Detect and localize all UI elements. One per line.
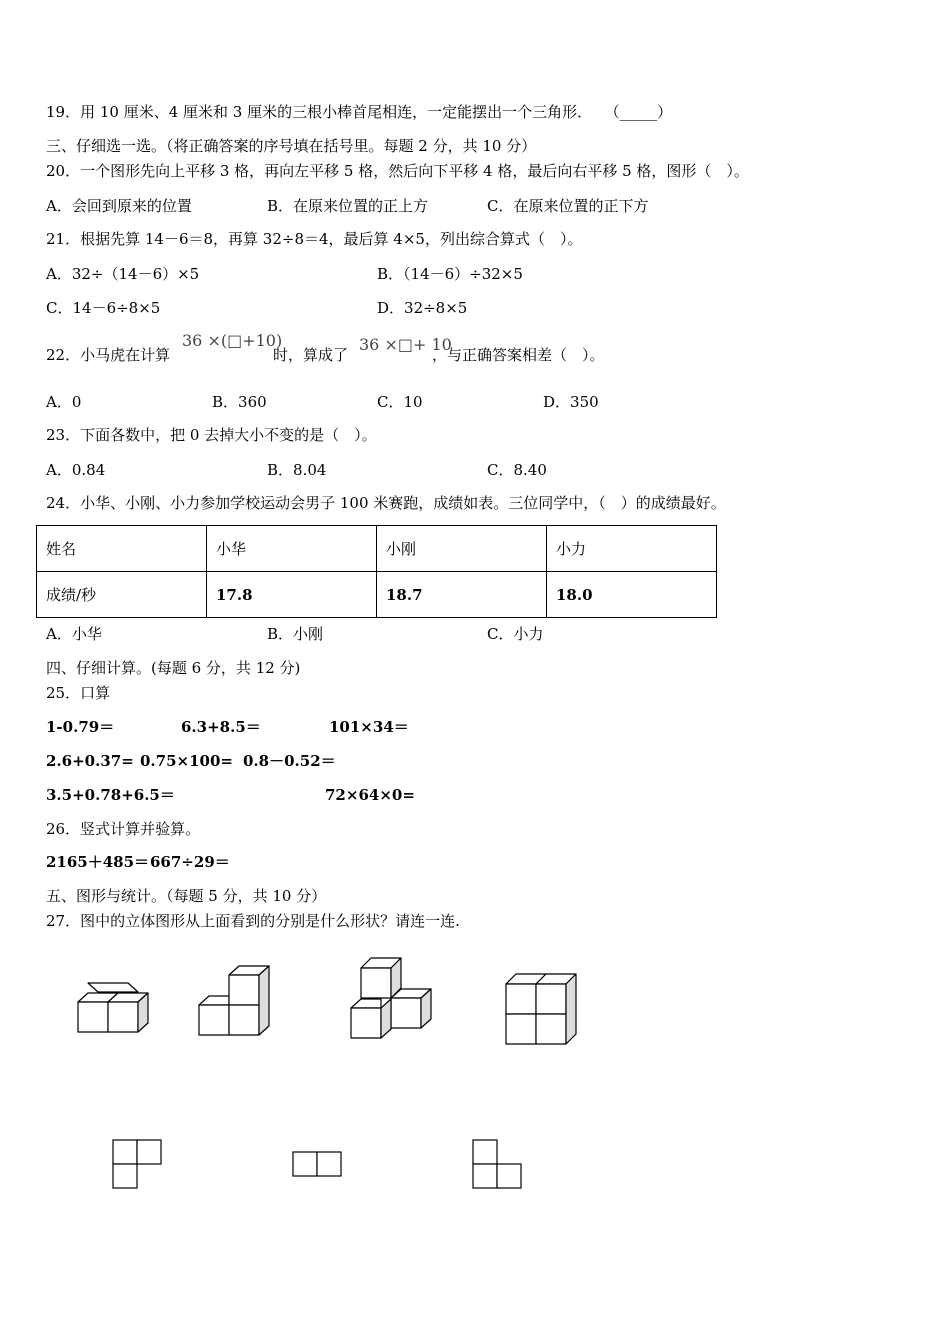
q19-answer-blank[interactable]: （_____） (612, 103, 673, 121)
q22-option-b[interactable]: B．360 (212, 393, 267, 411)
top-view-2 (293, 1152, 341, 1176)
solid-1 (78, 983, 148, 1032)
q21-option-b[interactable]: B．（14－6）÷32×5 (377, 265, 523, 283)
table-cell: 18.7 (377, 572, 547, 618)
q25-item: 0.8－0.52＝ (243, 752, 336, 770)
q26-item: 667÷29＝ (150, 853, 230, 871)
q25-item: 72×64×0= (325, 786, 415, 804)
q22-suffix: ，与正确答案相差（ ）。 (432, 346, 605, 364)
table-cell: 小刚 (377, 526, 547, 572)
q22-option-c[interactable]: C．10 (377, 393, 423, 411)
table-cell: 18.0 (547, 572, 717, 618)
q23-option-a[interactable]: A．0.84 (46, 461, 106, 479)
q23-text: 23．下面各数中，把 0 去掉大小不变的是（ ）。 (46, 426, 377, 444)
q26-item: 2165＋485＝ (46, 853, 150, 871)
section-5-heading: 五、图形与统计。（每题 5 分，共 10 分） (46, 887, 327, 905)
top-view-1 (113, 1140, 161, 1188)
solid-2 (199, 966, 269, 1035)
q26-title: 26．竖式计算并验算。 (46, 820, 201, 838)
q25-item: 2.6+0.37= (46, 752, 134, 770)
q22-option-d[interactable]: D．350 (543, 393, 599, 411)
q22-expression-correct: 36 ×(□+10) (182, 331, 283, 350)
solid-3 (351, 958, 431, 1038)
q25-title: 25．口算 (46, 684, 111, 702)
q20-option-c[interactable]: C．在原来位置的正下方 (487, 197, 649, 215)
top-view-3 (473, 1140, 521, 1188)
section-3-heading: 三、仔细选一选。（将正确答案的序号填在括号里。每题 2 分，共 10 分） (46, 137, 537, 155)
solid-4 (506, 974, 576, 1044)
section-4-heading: 四、仔细计算。(每题 6 分，共 12 分) (46, 659, 301, 677)
q24-option-c[interactable]: C．小力 (487, 625, 544, 643)
q25-item: 101×34＝ (329, 718, 409, 736)
q23-option-c[interactable]: C．8.40 (487, 461, 547, 479)
table-cell: 17.8 (207, 572, 377, 618)
q22-option-a[interactable]: A．0 (46, 393, 82, 411)
q19-text: 19．用 10 厘米、4 厘米和 3 厘米的三根小棒首尾相连，一定能摆出一个三角形． （_____） (46, 103, 673, 121)
q20-text: 20．一个图形先向上平移 3 格，再向左平移 5 格，然后向下平移 4 格，最后向右平移 5 格，图形（ ）。 (46, 162, 749, 180)
q22-prefix: 22．小马虎在计算 (46, 346, 171, 364)
q24-option-b[interactable]: B．小刚 (267, 625, 324, 643)
table-cell: 小华 (207, 526, 377, 572)
q21-option-a[interactable]: A．32÷（14－6）×5 (46, 265, 200, 283)
q22-middle: 时，算成了 (273, 346, 349, 364)
table-cell: 小力 (547, 526, 717, 572)
q25-item: 6.3+8.5＝ (181, 718, 261, 736)
q21-text: 21．根据先算 14－6＝8，再算 32÷8＝4，最后算 4×5，列出综合算式（ ）。 (46, 230, 583, 248)
q25-item: 3.5+0.78+6.5＝ (46, 786, 175, 804)
q20-option-a[interactable]: A．会回到原来的位置 (46, 197, 192, 215)
q25-item: 0.75×100= (140, 752, 233, 770)
q25-item: 1-0.79＝ (46, 718, 115, 736)
q20-option-b[interactable]: B．在原来位置的正上方 (267, 197, 429, 215)
table-cell: 成绩/秒 (37, 572, 207, 618)
q24-option-a[interactable]: A．小华 (46, 625, 102, 643)
q23-option-b[interactable]: B．8.04 (267, 461, 327, 479)
table-cell: 姓名 (37, 526, 207, 572)
q21-option-d[interactable]: D．32÷8×5 (377, 299, 468, 317)
q27-text: 27．图中的立体图形从上面看到的分别是什么形状？请连一连. (46, 912, 460, 930)
q21-option-c[interactable]: C．14－6÷8×5 (46, 299, 161, 317)
q22-expression-wrong: 36 ×□+ 10 (359, 335, 452, 354)
q24-text: 24．小华、小刚、小力参加学校运动会男子 100 米赛跑，成绩如表。三位同学中，（ ）的成绩最好。 (46, 494, 726, 512)
